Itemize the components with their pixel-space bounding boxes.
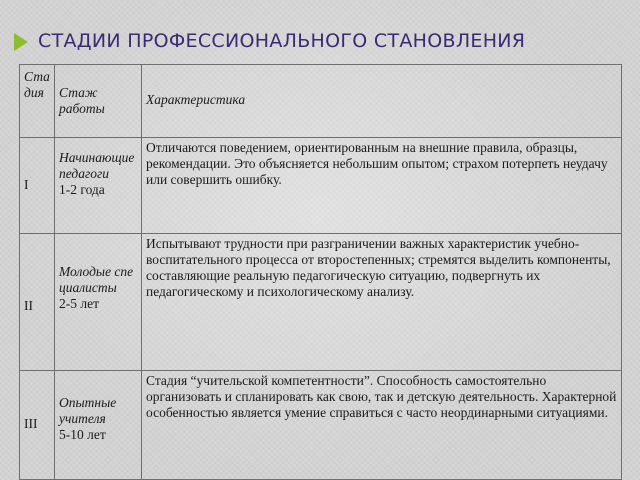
experience-cell [55, 371, 142, 480]
experience-years: 5-10 лет [59, 426, 106, 442]
table-row [20, 138, 622, 234]
table-row [20, 234, 622, 371]
experience-years: 2-5 лет [59, 295, 99, 311]
stage-description: Отличаются поведением, ориентированным на внешние правила, образцы, рекомендации. Это объясняется небольшим опытом; страхом потерпеть неудачу или совершить ошибку. [142, 138, 622, 234]
stage-description: Испытывают трудности при разграничении важных характеристик учебно-воспитательного процесса от второстепенных; стремятся выделить компоненты, составляющие реальную педагогическую ситуацию, подвергнуть их педагогическому и психологическому анализу. [142, 234, 622, 371]
experience-name: Опытные учителя [59, 395, 117, 426]
experience-name: Молодые специалисты [59, 264, 134, 295]
experience-cell [55, 138, 142, 234]
stage-description: Стадия “учительской компетентности”. Способность самостоятельно организовать и спланировать как свою, так и детскую деятельность. Характерной особенностью является умение справиться с часто неординарными ситуациями. [142, 371, 622, 480]
table-row [20, 371, 622, 480]
header-experience: Стаж работы [55, 65, 142, 138]
experience-cell [55, 234, 142, 371]
table-header-row [20, 65, 622, 138]
header-characteristic: Характеристика [142, 65, 622, 138]
stage-number: III [20, 371, 55, 480]
triangle-arrow-icon [14, 33, 28, 51]
experience-name: Начинающие педагоги [59, 150, 135, 181]
experience-years: 1-2 года [59, 181, 105, 197]
stage-number: I [20, 138, 55, 234]
stages-table [19, 64, 622, 480]
header-stage: Стадия [20, 65, 55, 138]
stage-number: II [20, 234, 55, 371]
slide-title: СТАДИИ ПРОФЕССИОНАЛЬНОГО СТАНОВЛЕНИЯ [38, 30, 526, 52]
